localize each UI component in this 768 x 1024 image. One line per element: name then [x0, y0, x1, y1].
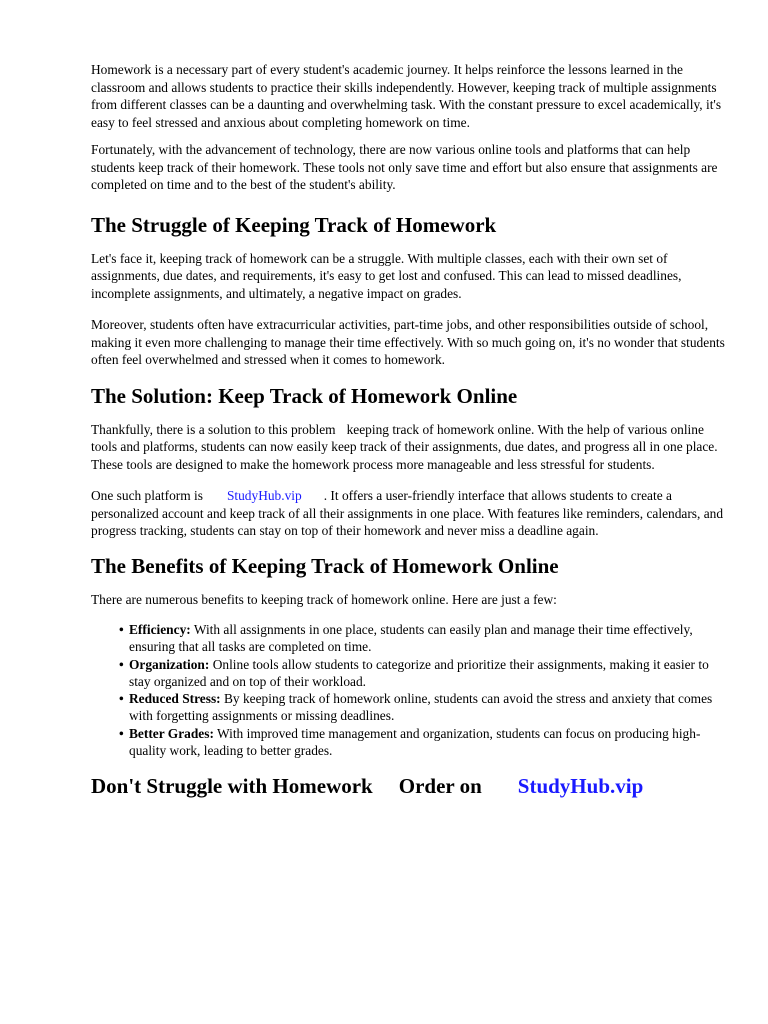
bullet-icon: •: [119, 691, 124, 707]
benefit-title: Better Grades:: [129, 725, 214, 741]
solution-p2-end: . It offers a user-friendly interface that allows students to create a personalized account and keep track of all their assignments in one place. With features like reminders, calendars, and progress tracking, students can stay on top of their homework and never miss a deadline again.: [91, 488, 724, 538]
list-item: [119, 656, 731, 691]
studyhub-link[interactable]: StudyHub.vip: [226, 488, 302, 503]
struggle-paragraph-1: Let's face it, keeping track of homework can be a struggle. With multiple classes, each with their own set of assignments, due dates, and requirements, it's easy to get lost and confused. This can lead to missed deadlines, incomplete assignments, and ultimately, a negative impact on grades.: [91, 250, 682, 301]
cta-text: Don't Struggle with Homework: [91, 774, 373, 799]
intro-paragraph-2: Fortunately, with the advancement of technology, there are now various online tools and platforms that can help students keep track of their homework. These tools not only save time and effort but also ensure that assignments are completed on time and to the best of the student's ability.: [91, 142, 718, 192]
solution-paragraph-1: [91, 421, 731, 474]
cta-order-text: Order on: [398, 774, 482, 799]
call-to-action: [91, 773, 731, 799]
benefit-text: Online tools allow students to categorize and prioritize their assignments, making it easier to stay organized and on top of their workload.: [129, 656, 709, 689]
solution-paragraph-2: [91, 487, 731, 540]
benefit-text: By keeping track of homework online, students can avoid the stress and anxiety that comes with forgetting assignments or missing deadlines.: [129, 691, 713, 724]
intro-paragraph-1: Homework is a necessary part of every student's academic journey. It helps reinforce the lessons learned in the classroom and allows students to practice their skills independently. However, keeping track of multiple assignments from different classes can be a daunting and overwhelming task. With the constant pressure to excel academically, it's easy to feel stressed and anxious about completing homework on time.: [91, 62, 722, 130]
benefits-intro: There are numerous benefits to keeping track of homework online. Here are just a few:: [91, 591, 557, 607]
benefit-title: Organization:: [129, 656, 210, 672]
solution-heading: The Solution: Keep Track of Homework Online: [91, 383, 518, 408]
benefit-title: Efficiency:: [129, 622, 191, 637]
bullet-icon: •: [119, 656, 124, 672]
solution-p1-start: Thankfully, there is a solution to this problem: [91, 421, 336, 437]
benefits-list: [91, 621, 731, 759]
benefit-text: With all assignments in one place, students can easily plan and manage their time effectively, ensuring that all tasks are completed on time.: [129, 622, 693, 655]
bullet-icon: •: [119, 622, 124, 637]
cta-studyhub-link[interactable]: StudyHub.vip: [517, 774, 644, 799]
list-item: [119, 621, 731, 656]
struggle-paragraph-2: Moreover, students often have extracurricular activities, part-time jobs, and other responsibilities outside of school, making it even more challenging to manage their time effectively. With so much going on, it's no wonder that students often feel overwhelmed and stressed when it comes to homework.: [91, 317, 725, 367]
struggle-heading: The Struggle of Keeping Track of Homework: [91, 212, 497, 237]
solution-p2-start: One such platform is: [91, 488, 203, 503]
solution-p1-end: keeping track of homework online. With the help of various online tools and platforms, students can now easily keep track of their assignments, due dates, and progress all in one place. These tools are designed to make the homework process more manageable and less stressful for students.: [91, 421, 718, 472]
list-item: [119, 725, 731, 760]
benefit-title: Reduced Stress:: [129, 691, 221, 707]
benefits-heading: The Benefits of Keeping Track of Homework Online: [91, 553, 559, 578]
bullet-icon: •: [119, 725, 124, 741]
benefit-text: With improved time management and organization, students can focus on producing high-quality work, leading to better grades.: [129, 725, 701, 759]
list-item: [119, 690, 731, 725]
document-page: [91, 61, 731, 799]
